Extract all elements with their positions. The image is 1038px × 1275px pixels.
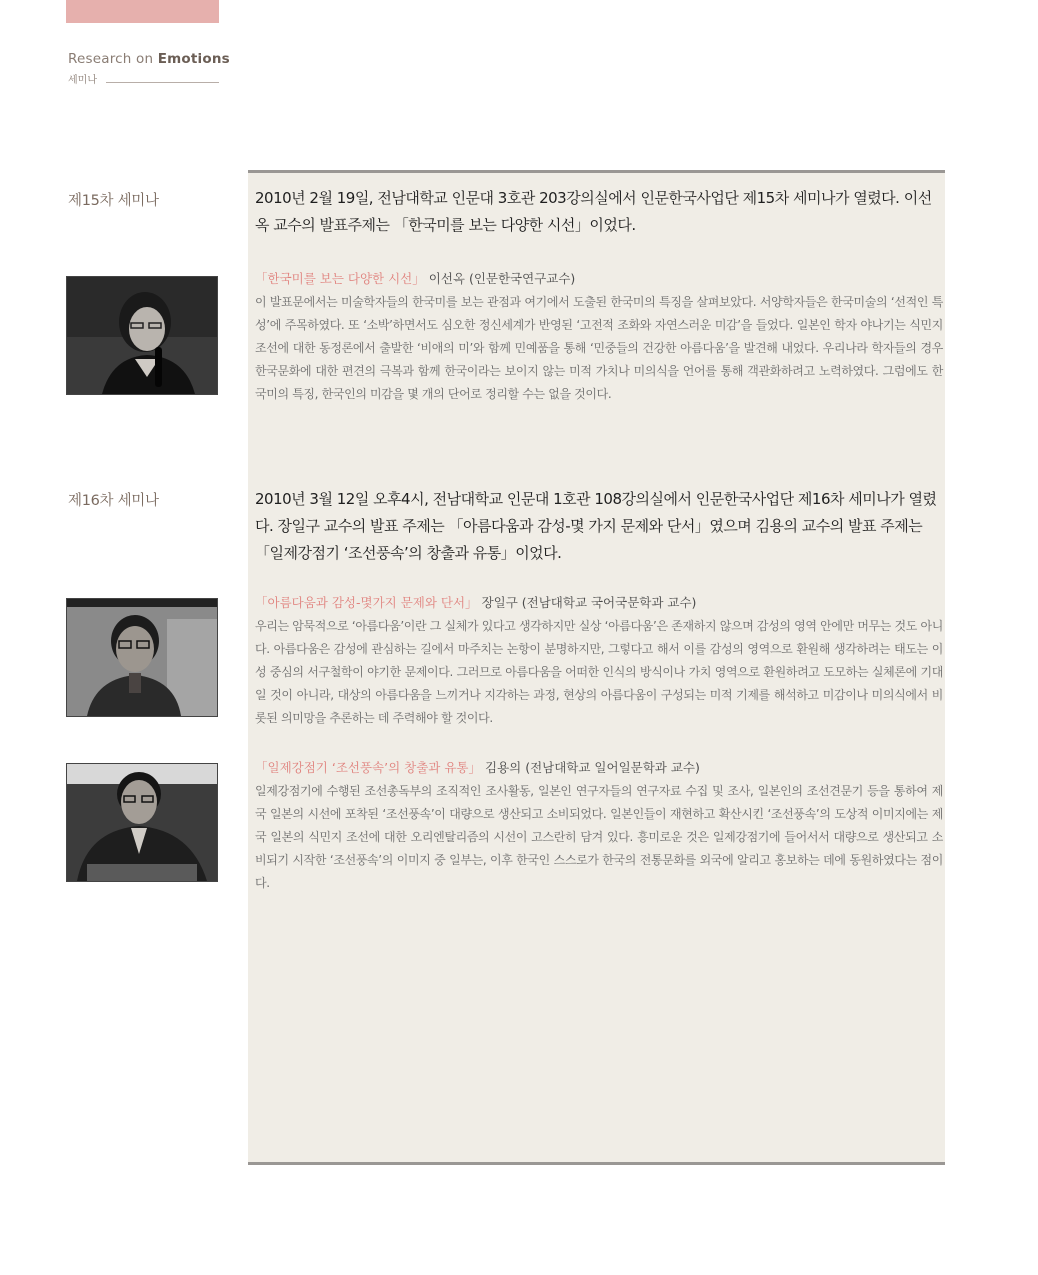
speaker-photo bbox=[66, 763, 218, 882]
speaker-photo-image bbox=[67, 277, 217, 394]
article-header bbox=[255, 270, 943, 288]
article-header bbox=[255, 594, 943, 612]
article-title: 「일제강점기 ‘조선풍속’의 창출과 유통」 bbox=[255, 760, 481, 775]
article-body: 이 발표문에서는 미술학자들의 한국미를 보는 관점과 여기에서 도출된 한국미의 특징을 살펴보았다. 서양학자들은 한국미술의 ‘선적인 특성’에 주목하였다. 또 ‘소박’하면서도 심오한 정신세계가 반영된 ‘고전적 조화와 자연스러운 미감’을 들었다. 일본인 학자 야나기는 식민지 조선에 대한 동정론에서 출발한 ‘비애의 미’와 함께 민예품을 통해 ‘민중들의 건강한 아름다움’을 발견해 내었다. 우리나라 학자들의 경우 한국문화에 대한 편견의 극복과 함께 한국이라는 보이지 않는 미적 가치나 미의식을 언어를 통해 객관화하려고 노력하였다. 그럼에도 한국미의 특징, 한국인의 미감을 몇 개의 단어로 정리할 수는 없을 것이다. bbox=[255, 295, 943, 401]
seminar-label: 제16차 세미나 bbox=[68, 493, 159, 509]
article-author: 김용의 (전남대학교 일어일문학과 교수) bbox=[485, 760, 700, 775]
speaker-photo bbox=[66, 276, 218, 395]
seminar-label: 제15차 세미나 bbox=[68, 193, 159, 209]
header-divider bbox=[106, 82, 219, 83]
series-title: Research on Emotions bbox=[68, 51, 230, 67]
speaker-photo-image bbox=[67, 599, 217, 716]
article-header bbox=[255, 759, 943, 777]
article-author: 이선옥 (인문한국연구교수) bbox=[428, 271, 576, 286]
article-author: 장일구 (전남대학교 국어국문학과 교수) bbox=[481, 595, 697, 610]
seminar-intro: 2010년 2월 19일, 전남대학교 인문대 3호관 203강의실에서 인문한국사업단 제15차 세미나가 열렸다. 이선옥 교수의 발표주제는 「한국미를 보는 다양한 시선」이었다. bbox=[255, 189, 932, 234]
article-body: 우리는 암묵적으로 ‘아름다움’이란 그 실체가 있다고 생각하지만 실상 ‘아름다움’은 존재하지 않으며 감성의 영역 안에만 머무는 것도 아니다. 아름다움은 감성에 관심하는 길에서 마주치는 논항이 분명하지만, 그렇다고 해서 이를 감성의 영역으로 환원해 생각하려는 태도는 이성 중심의 서구철학이 야기한 문제이다. 그러므로 아름다움을 어떠한 인식의 방식이나 가치 영역으로 환원하려고 도모하는 실체론에 기대일 것이 아니라, 대상의 아름다움을 느끼거나 지각하는 과정, 현상의 아름다움이 구성되는 미적 기제를 해석하고 미감이나 미의식에서 비롯된 의미망을 추론하는 데 주력해야 할 것이다. bbox=[255, 619, 943, 725]
seminar-intro: 2010년 3월 12일 오후4시, 전남대학교 인문대 1호관 108강의실에서 인문한국사업단 제16차 세미나가 열렸다. 장일구 교수의 발표 주제는 「아름다움과 감성-몇 가지 문제와 단서」였으며 김용의 교수의 발표 주제는 「일제강점기 ‘조선풍속’의 창출과 유통」이었다. bbox=[255, 490, 937, 562]
article-title: 「아름다움과 감성-몇가지 문제와 단서」 bbox=[255, 595, 478, 610]
article-title: 「한국미를 보는 다양한 시선」 bbox=[255, 271, 425, 286]
header-accent-bar bbox=[66, 0, 219, 23]
series-subtitle: 세미나 bbox=[68, 75, 97, 86]
article bbox=[255, 594, 943, 730]
speaker-photo bbox=[66, 598, 218, 717]
speaker-photo-image bbox=[67, 764, 217, 881]
article-body: 일제강점기에 수행된 조선총독부의 조직적인 조사활동, 일본인 연구자들의 연구자료 수집 및 조사, 일본인의 조선견문기 등을 통하여 제국 일본의 시선에 포착된 ‘조선풍속’이 대량으로 생산되고 소비되었다. 일본인들이 재현하고 확산시킨 ‘조선풍속’의 도상적 이미지에는 제국 일본의 식민지 조선에 대한 오리엔탈리즘의 시선이 고스란히 담겨 있다. 흥미로운 것은 일제강점기에 들어서서 대량으로 생산되고 소비되기 시작한 ‘조선풍속’의 이미지 중 일부는, 이후 한국인 스스로가 한국의 전통문화를 외국에 알리고 홍보하는 데에 동원하였다는 점이다. bbox=[255, 784, 943, 890]
article bbox=[255, 759, 943, 895]
article bbox=[255, 270, 943, 406]
